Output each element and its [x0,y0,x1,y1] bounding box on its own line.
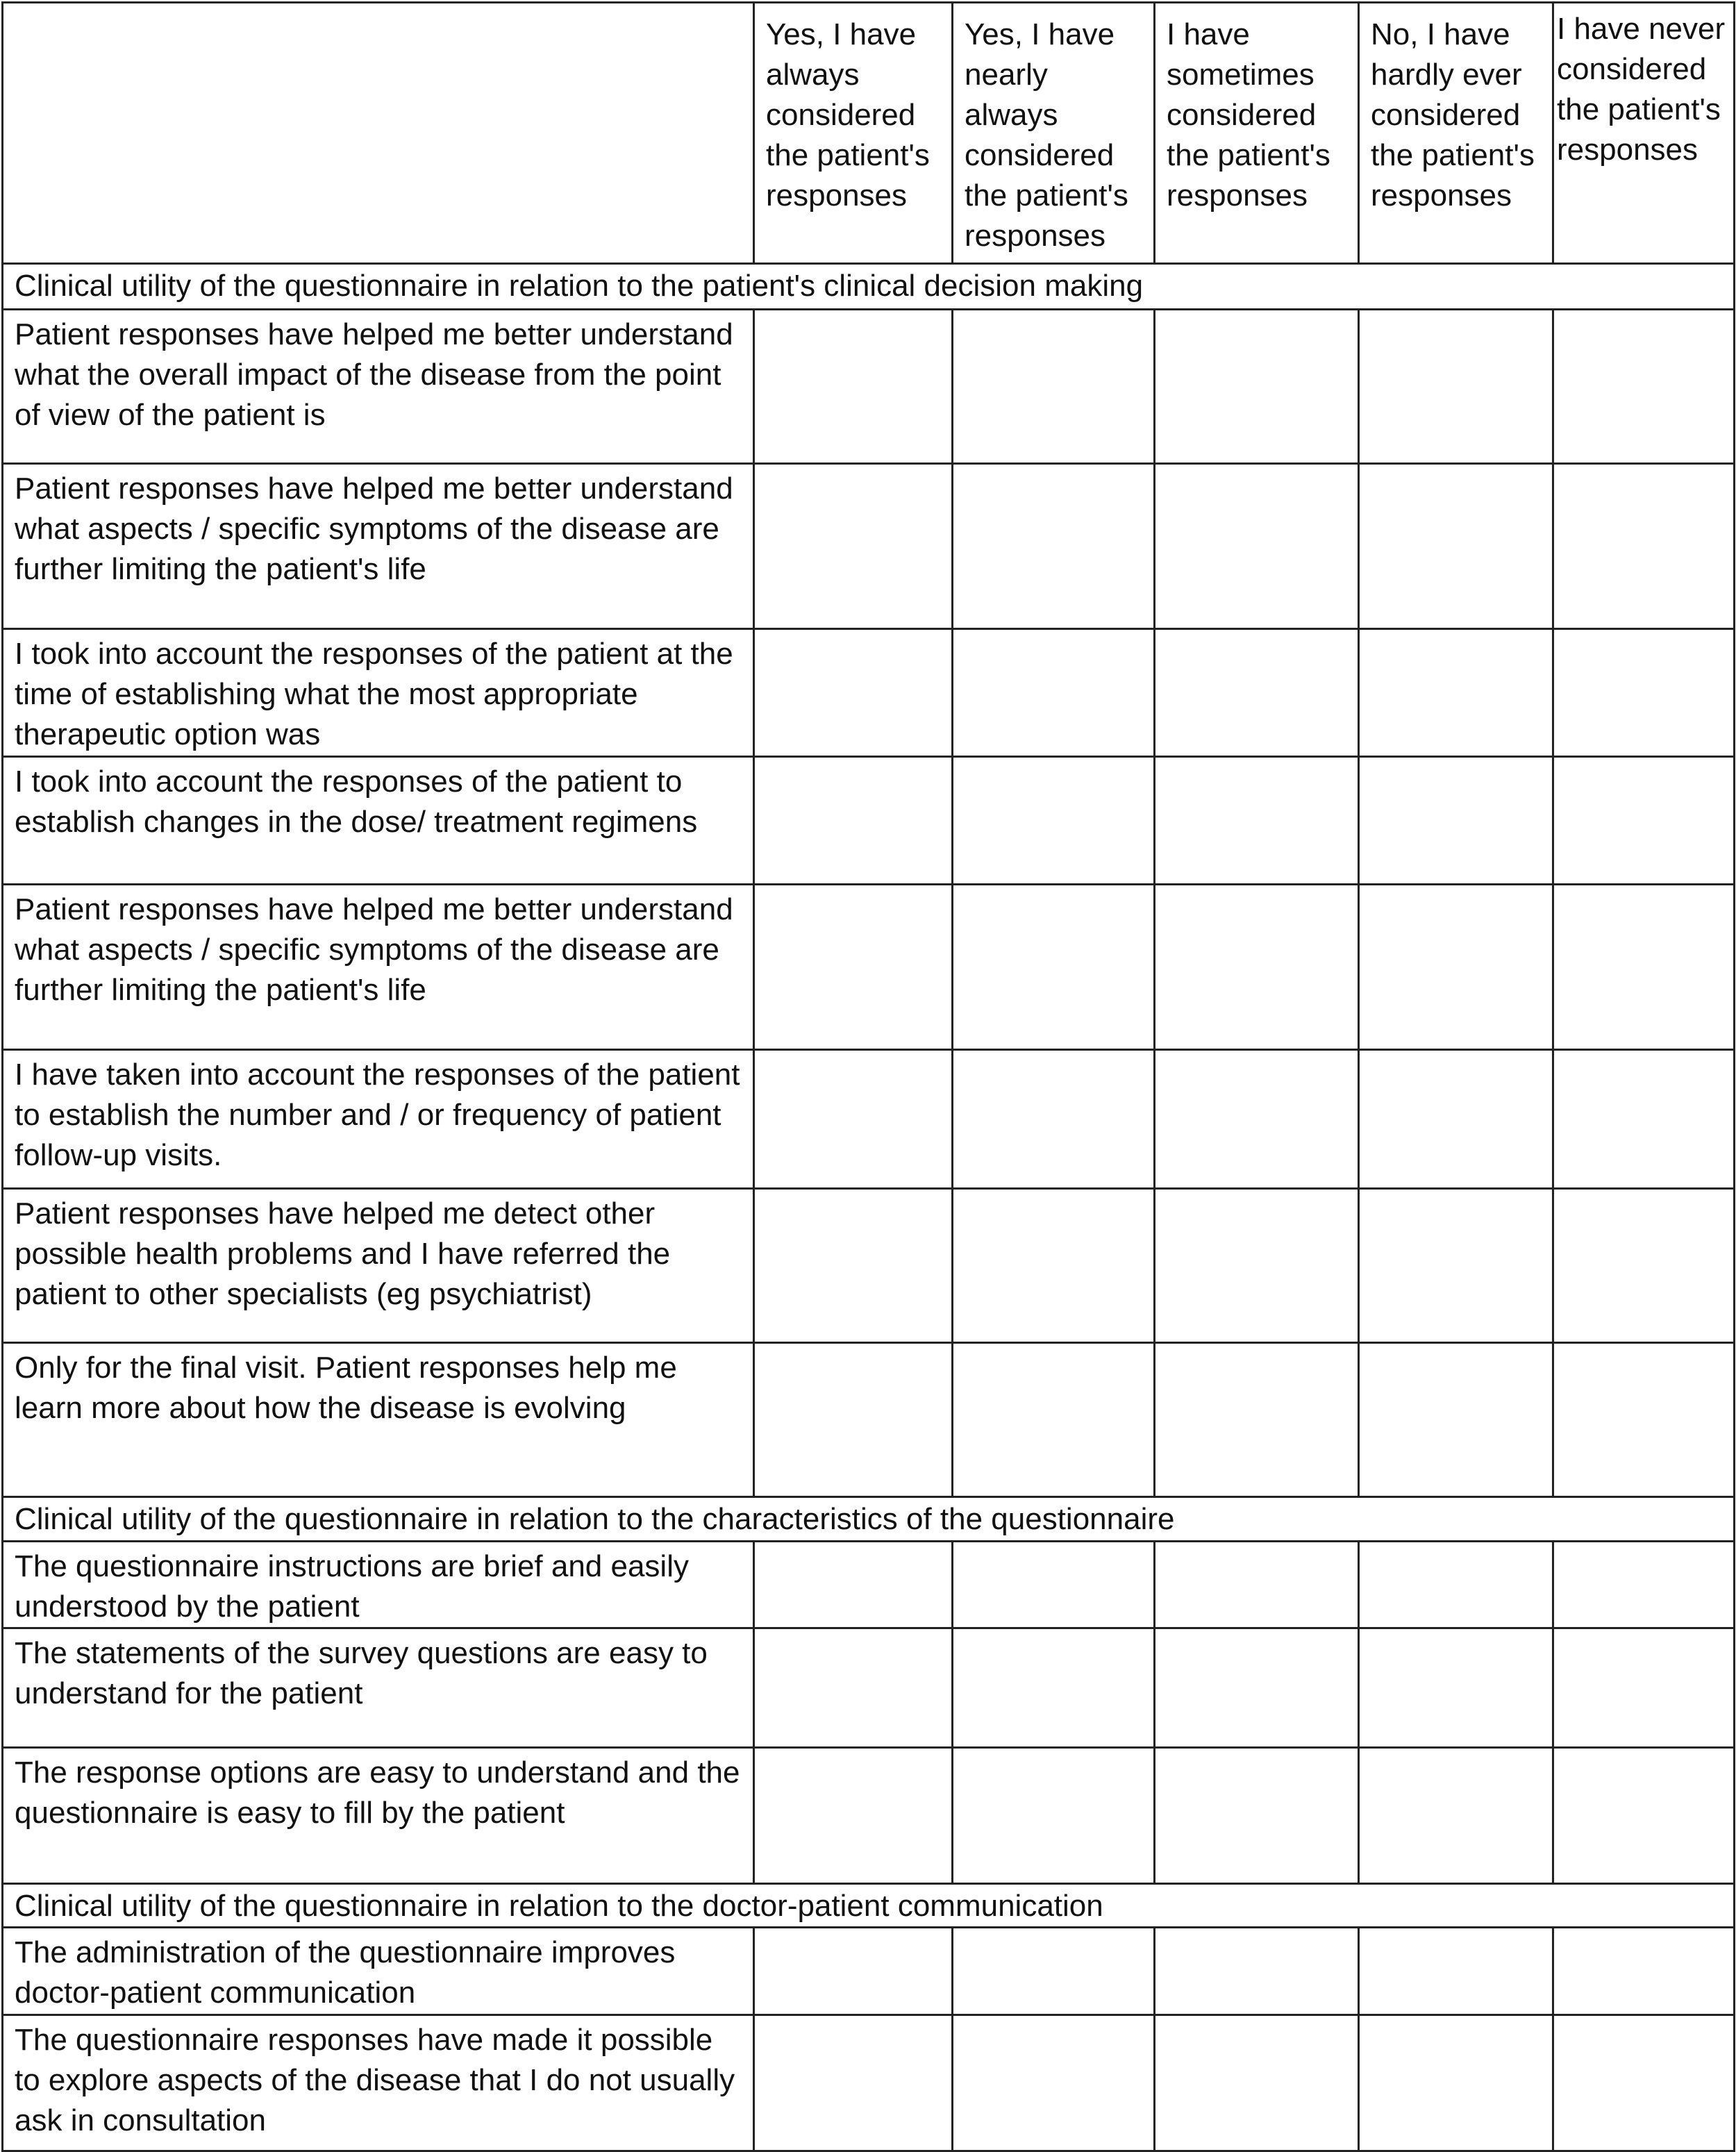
item-label: Patient responses have helped me better understand what aspects / specific symptoms of the disease are further limiting the patient's life [3,464,754,629]
response-cell-sometimes[interactable] [1155,757,1359,885]
table-row [3,1628,1735,1748]
item-label: Patient responses have helped me better understand what the overall impact of the disease from the point of view of the patient is [3,310,754,464]
item-label: The administration of the questionnaire improves doctor-patient communication [3,1928,754,2015]
table-row [3,1542,1735,1628]
item-label: Only for the final visit. Patient responses help me learn more about how the disease is evolving [3,1343,754,1497]
section-row [3,264,1735,310]
response-cell-hardly-ever[interactable] [1359,629,1553,757]
item-label: Patient responses have helped me detect other possible health problems and I have referred the patient to other specialists (eg psychiatrist) [3,1189,754,1343]
response-cell-sometimes[interactable] [1155,464,1359,629]
response-cell-hardly-ever[interactable] [1359,1748,1553,1884]
table-row [3,1928,1735,2015]
response-cell-hardly-ever[interactable] [1359,1189,1553,1343]
response-cell-hardly-ever[interactable] [1359,464,1553,629]
response-cell-never[interactable] [1553,1189,1735,1343]
response-cell-hardly-ever[interactable] [1359,1628,1553,1748]
response-cell-never[interactable] [1553,1542,1735,1628]
response-cell-never[interactable] [1553,1748,1735,1884]
response-cell-nearly-always[interactable] [953,1748,1155,1884]
response-cell-always[interactable] [754,2015,953,2151]
table-row [3,1748,1735,1884]
response-cell-always[interactable] [754,464,953,629]
response-cell-nearly-always[interactable] [953,1628,1155,1748]
table-row [3,1189,1735,1343]
response-cell-never[interactable] [1553,1928,1735,2015]
response-cell-never[interactable] [1553,464,1735,629]
response-cell-always[interactable] [754,310,953,464]
response-cell-nearly-always[interactable] [953,1542,1155,1628]
option-header-always: Yes, I have always considered the patient's responses [754,3,953,264]
response-cell-sometimes[interactable] [1155,1748,1359,1884]
option-header-sometimes: I have sometimes considered the patient's responses [1155,3,1359,264]
response-cell-sometimes[interactable] [1155,1542,1359,1628]
response-cell-never[interactable] [1553,1628,1735,1748]
response-cell-hardly-ever[interactable] [1359,757,1553,885]
response-cell-sometimes[interactable] [1155,1928,1359,2015]
response-cell-sometimes[interactable] [1155,1050,1359,1189]
response-cell-always[interactable] [754,1189,953,1343]
response-cell-hardly-ever[interactable] [1359,885,1553,1050]
response-cell-sometimes[interactable] [1155,310,1359,464]
option-header-never: I have never considered the patient's responses [1553,3,1735,264]
response-cell-nearly-always[interactable] [953,1928,1155,2015]
response-cell-always[interactable] [754,1542,953,1628]
table-row [3,1050,1735,1189]
response-cell-nearly-always[interactable] [953,1343,1155,1497]
table-row [3,310,1735,464]
section-title-doctor-patient-communication: Clinical utility of the questionnaire in relation to the doctor-patient communication [3,1884,1735,1928]
item-label: The response options are easy to understand and the questionnaire is easy to fill by the patient [3,1748,754,1884]
response-cell-never[interactable] [1553,310,1735,464]
response-cell-always[interactable] [754,629,953,757]
item-label: I took into account the responses of the patient at the time of establishing what the most appropriate therapeutic option was [3,629,754,757]
response-cell-nearly-always[interactable] [953,629,1155,757]
item-label: Patient responses have helped me better understand what aspects / specific symptoms of the disease are further limiting the patient's life [3,885,754,1050]
response-cell-hardly-ever[interactable] [1359,1928,1553,2015]
option-header-hardly-ever: No, I have hardly ever considered the patient's responses [1359,3,1553,264]
section-title-questionnaire-characteristics: Clinical utility of the questionnaire in relation to the characteristics of the questionnaire [3,1497,1735,1542]
response-cell-hardly-ever[interactable] [1359,2015,1553,2151]
item-label: The questionnaire responses have made it possible to explore aspects of the disease that I do not usually ask in consultation [3,2015,754,2151]
response-cell-always[interactable] [754,1928,953,2015]
response-cell-sometimes[interactable] [1155,629,1359,757]
item-label: The statements of the survey questions are easy to understand for the patient [3,1628,754,1748]
table-row [3,2015,1735,2151]
response-cell-sometimes[interactable] [1155,1343,1359,1497]
response-cell-always[interactable] [754,1050,953,1189]
response-cell-hardly-ever[interactable] [1359,310,1553,464]
item-label: The questionnaire instructions are brief and easily understood by the patient [3,1542,754,1628]
option-header-nearly-always: Yes, I have nearly always considered the patient's responses [953,3,1155,264]
response-cell-always[interactable] [754,1343,953,1497]
response-cell-sometimes[interactable] [1155,1628,1359,1748]
table-row [3,757,1735,885]
table-row [3,629,1735,757]
response-cell-nearly-always[interactable] [953,464,1155,629]
response-cell-never[interactable] [1553,757,1735,885]
header-row [3,3,1735,264]
response-cell-never[interactable] [1553,885,1735,1050]
questionnaire-table [1,1,1735,2152]
response-cell-nearly-always[interactable] [953,310,1155,464]
response-cell-always[interactable] [754,757,953,885]
table-row [3,464,1735,629]
section-title-clinical-decision-making: Clinical utility of the questionnaire in relation to the patient's clinical decision making [3,264,1735,310]
response-cell-never[interactable] [1553,1050,1735,1189]
section-row [3,1884,1735,1928]
item-label: I took into account the responses of the patient to establish changes in the dose/ treatment regimens [3,757,754,885]
corner-cell [3,3,754,264]
item-label: I have taken into account the responses of the patient to establish the number and / or frequency of patient follow-up visits. [3,1050,754,1189]
response-cell-always[interactable] [754,885,953,1050]
response-cell-sometimes[interactable] [1155,2015,1359,2151]
response-cell-always[interactable] [754,1748,953,1884]
response-cell-nearly-always[interactable] [953,1189,1155,1343]
response-cell-nearly-always[interactable] [953,885,1155,1050]
table-row [3,885,1735,1050]
response-cell-never[interactable] [1553,629,1735,757]
response-cell-sometimes[interactable] [1155,1189,1359,1343]
response-cell-never[interactable] [1553,2015,1735,2151]
table-row [3,1343,1735,1497]
response-cell-nearly-always[interactable] [953,2015,1155,2151]
response-cell-hardly-ever[interactable] [1359,1050,1553,1189]
response-cell-always[interactable] [754,1628,953,1748]
response-cell-hardly-ever[interactable] [1359,1343,1553,1497]
response-cell-sometimes[interactable] [1155,885,1359,1050]
response-cell-hardly-ever[interactable] [1359,1542,1553,1628]
response-cell-never[interactable] [1553,1343,1735,1497]
response-cell-nearly-always[interactable] [953,1050,1155,1189]
response-cell-nearly-always[interactable] [953,757,1155,885]
section-row [3,1497,1735,1542]
